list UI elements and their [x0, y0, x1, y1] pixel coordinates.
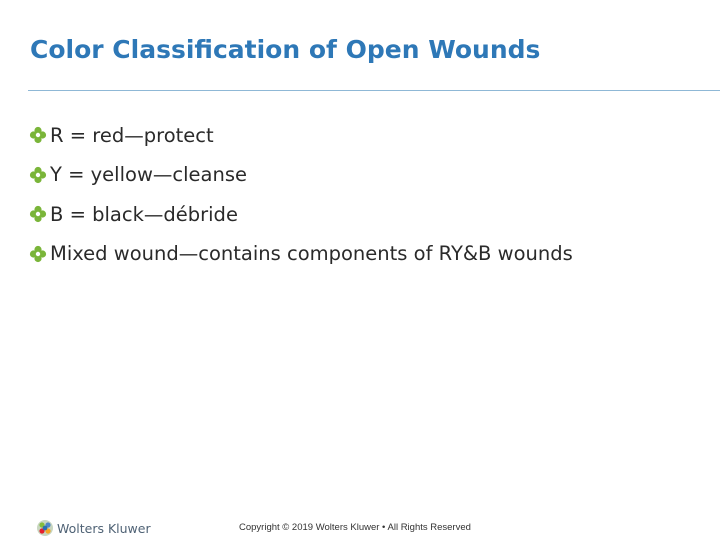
bullet-text: Y = yellow—cleanse: [50, 163, 247, 186]
bullet-item: [29, 201, 573, 227]
title-divider: [28, 90, 720, 91]
bullet-list: [29, 122, 573, 280]
slide-title: Color Classification of Open Wounds: [30, 35, 541, 64]
bullet-text: Mixed wound—contains components of RY&B wounds: [50, 242, 573, 265]
bullet-text: B = black—débride: [50, 202, 238, 226]
diamond-clover-icon: [29, 245, 47, 263]
diamond-clover-icon: [29, 126, 47, 144]
wolters-kluwer-logo-icon: [36, 519, 54, 537]
footer-logo: [36, 519, 151, 537]
bullet-text: R = red—protect: [50, 123, 214, 147]
diamond-clover-icon: [29, 205, 47, 223]
bullet-item: [29, 162, 573, 188]
bullet-item: [29, 241, 573, 267]
diamond-clover-icon: [29, 166, 47, 184]
copyright-notice: Copyright © 2019 Wolters Kluwer • All Rights Reserved: [239, 522, 471, 533]
logo-text: Wolters Kluwer: [57, 520, 151, 536]
bullet-item: [29, 122, 573, 148]
